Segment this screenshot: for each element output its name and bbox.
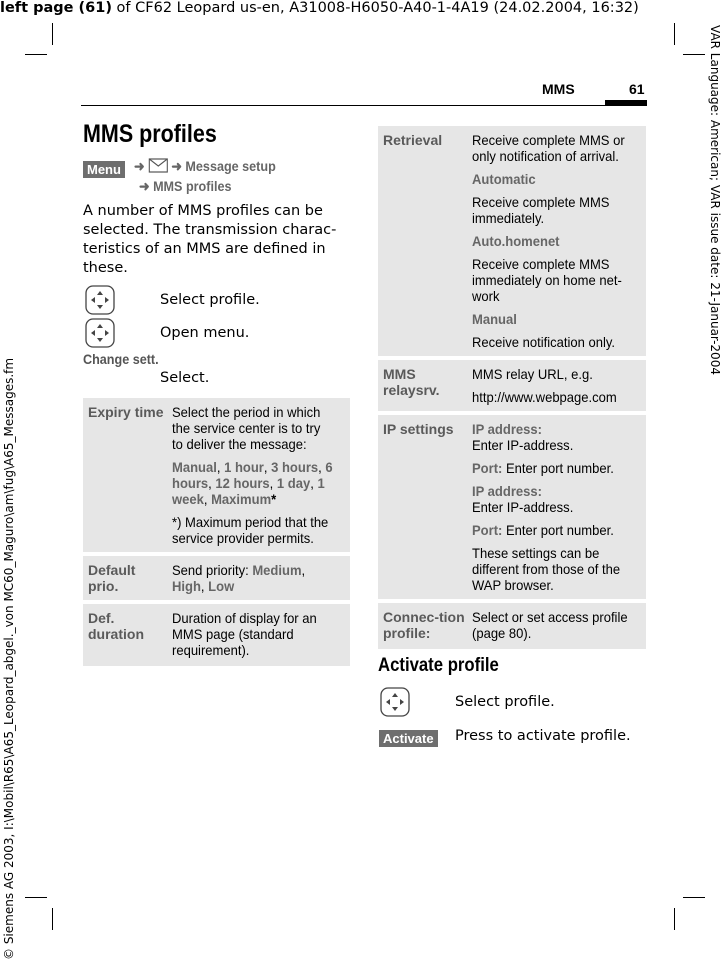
port-text: Enter port number. (502, 522, 614, 538)
intro-paragraph: A number of MMS profiles can be selected. The transmission charac-teristics of an MMS are defined in these. (83, 203, 337, 276)
duration-cell (172, 604, 350, 666)
path-mms-profiles: MMS profiles (153, 178, 232, 194)
ip-address-label: IP address: (472, 421, 542, 437)
side-note-left: © Siemens AG 2003, I:\Mobil\R65\A65_Leopard_abgel._von MC60_Maguro\am\fug\A65_Messages.fm (2, 357, 16, 960)
nav-key-icon (380, 687, 410, 717)
page-number: 61 (629, 81, 645, 97)
ip-cell (472, 415, 646, 599)
priority-option: Medium (252, 562, 302, 578)
settings-table-right (378, 122, 646, 653)
list-separator: , (200, 578, 209, 594)
menu-path-line1 (134, 158, 276, 175)
priority-option: Low (208, 578, 235, 594)
list-separator: , (216, 459, 225, 475)
table-row (83, 556, 350, 600)
list-separator: , (208, 475, 216, 491)
activate-step-press: Press to activate profile. (455, 728, 631, 744)
ip-address-1 (472, 421, 630, 453)
connection-desc: Select or set access profile (page 80). (472, 609, 628, 641)
header-tab (605, 100, 647, 105)
table-row (83, 604, 350, 666)
activate-step-select: Select profile. (455, 694, 555, 710)
expiry-desc-cell (172, 398, 350, 552)
priority-text: Send priority: (172, 562, 253, 578)
crop-mark (683, 54, 705, 55)
relay-example-url: http://www.webpage.com (472, 389, 617, 405)
table-row (378, 415, 646, 599)
settings-table-left (83, 394, 350, 670)
print-header (0, 0, 639, 16)
table-row (83, 398, 350, 552)
port-text: Enter port number. (502, 460, 614, 476)
menu-softkey[interactable]: Menu (83, 161, 125, 178)
priority-option: High (172, 578, 201, 594)
crop-mark (674, 23, 675, 45)
expiry-option: 1 day (276, 475, 311, 491)
duration-label: Def. duration (83, 604, 172, 666)
table-row (378, 603, 646, 649)
table-row (378, 360, 646, 411)
menu-path (83, 159, 125, 178)
nav-key-icon (85, 285, 115, 315)
priority-label: Default prio. (83, 556, 172, 600)
path-arrow: ➜ (171, 158, 182, 174)
page-title: MMS profiles (83, 120, 217, 148)
header-rule (81, 105, 647, 106)
relay-cell (472, 360, 646, 411)
priority-desc (172, 562, 334, 594)
section-title: MMS (542, 81, 575, 97)
port-label: Port: (472, 460, 503, 476)
crop-mark (52, 23, 53, 45)
list-separator: , (310, 475, 318, 491)
ip-label: IP settings (378, 415, 472, 599)
crop-mark (683, 897, 705, 898)
crop-mark (25, 897, 47, 898)
change-sett-text: Select. (160, 370, 210, 386)
retrieval-cell (472, 126, 646, 356)
envelope-icon (148, 158, 168, 173)
nav-key-icon (85, 318, 115, 348)
list-separator: , (269, 475, 277, 491)
expiry-option: 12 hours (215, 475, 270, 491)
path-arrow: ➜ (134, 158, 145, 174)
path-message-setup: Message setup (185, 158, 276, 174)
port-label: Port: (472, 522, 503, 538)
expiry-option: 1 week (172, 475, 325, 507)
retrieval-option-manual: Manual (472, 311, 517, 327)
relay-desc: MMS relay URL, e.g. (472, 366, 593, 382)
expiry-desc: Select the period in which the service center is to try to deliver the message: (172, 404, 321, 452)
retrieval-option-desc: Receive notification only. (472, 334, 616, 350)
connection-cell (472, 603, 646, 649)
path-arrow: ➜ (139, 178, 150, 194)
relay-label: MMS relaysrv. (378, 360, 472, 411)
retrieval-label: Retrieval (378, 126, 472, 356)
port-1 (472, 460, 630, 476)
crop-mark (674, 908, 675, 930)
crop-mark (52, 908, 53, 930)
ip-note: These settings can be different from those of the WAP browser. (472, 545, 621, 593)
expiry-option: 1 hour (224, 459, 264, 475)
ip-address-2 (472, 483, 630, 515)
ip-address-text: Enter IP-address. (472, 437, 574, 453)
print-header-page: left page (61) (0, 0, 112, 16)
change-sett-label: Change sett. (83, 351, 159, 367)
ip-address-text: Enter IP-address. (472, 499, 574, 515)
expiry-option: Maximum (211, 491, 272, 507)
activate-softkey[interactable]: Activate (379, 730, 438, 747)
expiry-note: *) Maximum period that the service provider permits. (172, 514, 329, 546)
table-row (378, 126, 646, 356)
expiry-label: Expiry time (83, 398, 172, 552)
retrieval-desc: Receive complete MMS or only notification of arrival. (472, 132, 625, 164)
port-2 (472, 522, 630, 538)
list-separator: , (318, 459, 326, 475)
crop-mark (25, 54, 47, 55)
footnote-mark: * (271, 491, 277, 507)
step-select-profile: Select profile. (160, 292, 260, 308)
retrieval-option-desc: Receive complete MMS immediately. (472, 194, 610, 226)
retrieval-option-desc: Receive complete MMS immediately on home net-work (472, 256, 622, 304)
list-separator: , (203, 491, 212, 507)
expiry-option: 3 hours (271, 459, 319, 475)
expiry-options (172, 459, 334, 507)
menu-path-line2 (139, 178, 231, 195)
activate-profile-heading: Activate profile (378, 655, 499, 676)
list-separator: , (301, 562, 306, 578)
list-separator: , (263, 459, 272, 475)
retrieval-option-automatic: Automatic (472, 171, 536, 187)
duration-desc: Duration of display for an MMS page (standard requirement). (172, 610, 317, 658)
expiry-option: 6 hours (172, 459, 333, 491)
step-open-menu: Open menu. (160, 325, 250, 341)
side-note-right: VAR Language: American; VAR issue date: 21-Januar-2004 (708, 25, 722, 375)
print-header-info: of CF62 Leopard us-en, A31008-H6050-A40-1-4A19 (24.02.2004, 16:32) (111, 0, 639, 16)
activate-softkey-wrap (379, 728, 438, 747)
connection-label: Connec-tion profile: (378, 603, 472, 649)
retrieval-option-homenet: Auto.homenet (472, 233, 560, 249)
ip-address-label: IP address: (472, 483, 542, 499)
expiry-option: Manual (172, 459, 217, 475)
priority-cell (172, 556, 350, 600)
